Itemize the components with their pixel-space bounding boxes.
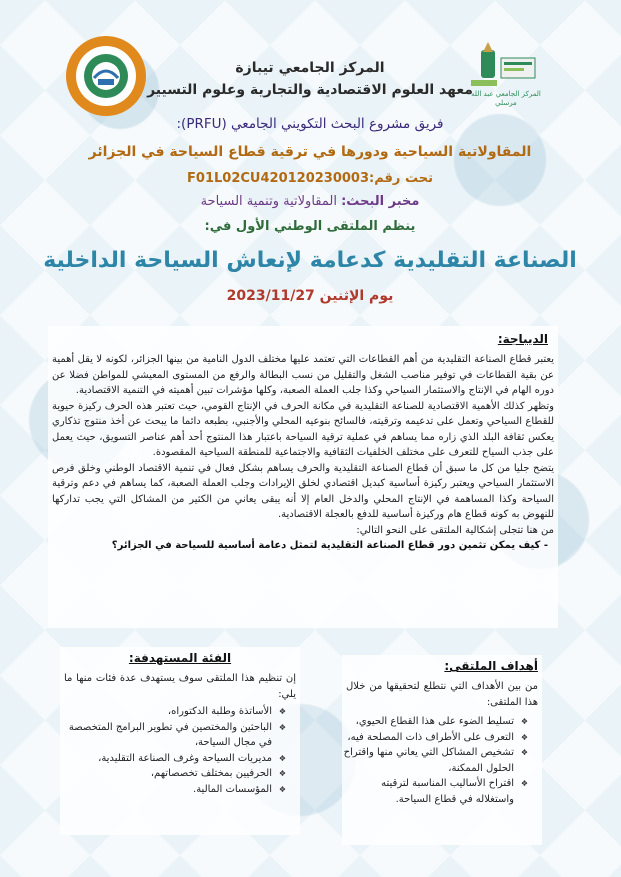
conference-title: الصناعة التقليدية كدعامة لإنعاش السياحة الداخلية (43, 248, 577, 273)
list-item: ❖ الباحثين والمختصين في تطوير البرامج المتخصصة في مجال السياحة، (60, 720, 286, 751)
logo-emblem-icon (471, 40, 541, 86)
preamble-paragraph: يعتبر قطاع الصناعة التقليدية من أهم القطاعات التي تعتمد عليها مختلف الدول النامية من بينها الجزائر، لكونه لا يقل أهمية عن بقية القطاعات في توفير مناصب الشغل والتقليل من نسب البطالة والرفع من المستوى المعيشي للمواطن فضلا عن دوره الهام في الإنتاج والاستثمار السياحي وكذا جلب العملة الصعبة، وكلها مؤشرات تبين أهميته في التنمية الاقتصادية. (52, 354, 554, 396)
preamble-paragraph: وتظهر كذلك الأهمية الاقتصادية للصناعة التقليدية في مكانة الحرف في الإنتاج القومي، حيث تعتبر هذه الحرف ركيزة حيوية للقطاع السياحي وتعمل على تدعيمه وترقيته، فالسائح بنوعيه المحلي والأجنبي، بطبعه دائما ما يبحث عن أخذ منتوج تذكاري يعكس ثقافة البلد الذي زاره مما يساهم في عملية ترقية السياحة باعتبار هذا المنتوج أحد أهم عناصر التسويق، حيث يعمل على جذب السياح للتعرف على مختلف الخلفيات الثقافية والاجتماعية للمنطقة السياحية المقصودة. (52, 400, 554, 458)
project-team: فريق مشروع البحث التكويني الجامعي (PRFU): (176, 116, 444, 132)
objectives-intro: من بين الأهداف التي نتطلع لتحقيقها من خلال هذا الملتقى: (346, 681, 538, 708)
lab-label: مخبر البحث: (341, 194, 420, 209)
logo-text: المركز الجامعي عبد الله مرسلي (471, 90, 541, 107)
list-item: ❖ الحرفيين بمختلف تخصصاتهم، (60, 766, 286, 782)
preamble-paragraph: يتضح جليا من كل ما سبق أن قطاع الصناعة التقليدية والحرف يساهم بشكل فعال في تنمية الاقتصاد الوطني وخلق فرص الاستثمار السياحي ويعتبر ركيزة أساسية كبديل اقتصادي لخلق الإيرادات وجلب العملة الصعبة، كما يساهم في دعم وترقية السياحة وكذا المساهمة في الإنتاج المحلي والدخل العام إلا أنه يبقى يعاني من الكثير من المشاكل التي يجب تداركها للنهوض به كونه قطاع هام وركيزة أساسية للدفع بالعجلة الاقتصادية. (52, 462, 554, 520)
list-item: ❖ الأساتذة وطلبة الدكتوراه، (60, 704, 286, 720)
objectives-title: أهداف الملتقى: (444, 659, 538, 673)
objectives-list (342, 714, 542, 807)
research-question: - كيف يمكن تثمين دور قطاع الصناعة التقليدية لتمثل دعامة أساسية للسياحة في الجزائر؟ (111, 540, 548, 551)
lab-name: المقاولاتية وتنمية السياحة (200, 194, 337, 209)
audience-title: الفئة المستهدفة: (128, 651, 232, 665)
audience-list (60, 704, 300, 797)
list-item: ❖ تشخيص المشاكل التي يعاني منها واقتراح الحلول الممكنة، (342, 745, 528, 776)
preamble-section (48, 326, 558, 628)
list-item: ❖ التعرف على الأطراف ذات المصلحة فيه، (342, 730, 528, 746)
institute-name: معهد العلوم الاقتصادية والتجارية وعلوم التسيير (147, 82, 473, 98)
list-item: ❖ اقتراح الأساليب المناسبة لترقيته واستغلاله في قطاع السياحة. (342, 776, 528, 807)
research-lab (100, 194, 520, 209)
conference-date: يوم الإثنين 2023/11/27 (226, 288, 394, 304)
objectives-section (342, 655, 542, 845)
registration-number: تحت رقم:F01L02CU420120230003 (187, 171, 433, 186)
university-seal-logo (64, 34, 148, 118)
list-item: ❖ المؤسسات المالية. (60, 782, 286, 798)
list-item: ❖ تسليط الضوء على هذا القطاع الحيوي، (342, 714, 528, 730)
audience-section (60, 647, 300, 835)
project-title: المقاولاتية السياحية ودورها في ترقية قطاع السياحة في الجزائر (88, 144, 532, 160)
organizes-line: ينظم الملتقى الوطني الأول في: (204, 219, 416, 234)
preamble-title: الديباجة: (497, 332, 548, 346)
preamble-paragraph: من هنا تتجلى إشكالية الملتقى على النحو التالي: (356, 524, 554, 536)
audience-intro: إن تنظيم هذا الملتقى سوف يستهدف عدة فئات منها ما يلي: (64, 673, 296, 700)
list-item: ❖ مديريات السياحة وغرف الصناعة التقليدية، (60, 751, 286, 767)
center-name: المركز الجامعي تيبازة (235, 60, 385, 76)
